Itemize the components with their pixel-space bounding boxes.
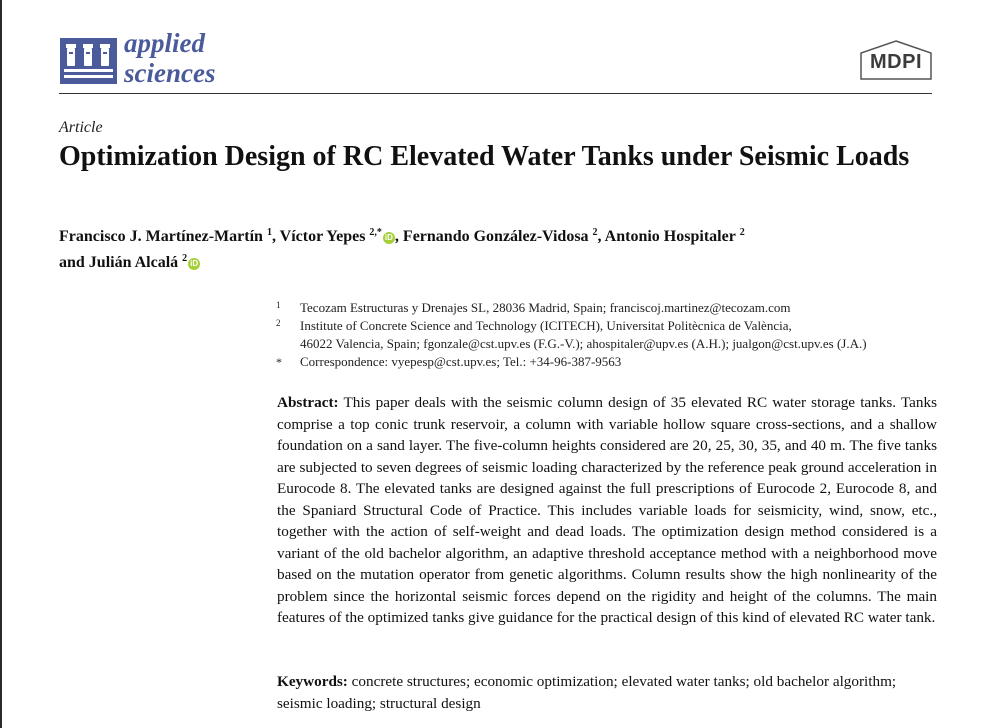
author-separator: , bbox=[597, 228, 605, 245]
keywords-label: Keywords: bbox=[277, 673, 348, 690]
journal-logo[interactable] bbox=[60, 30, 240, 90]
affiliation-item bbox=[276, 317, 936, 335]
author-name: and Julián Alcalá bbox=[59, 254, 179, 271]
author-affiliation-ref: 2 bbox=[182, 253, 188, 264]
author[interactable] bbox=[280, 228, 395, 245]
correspondence-text: Correspondence: vyepesp@cst.upv.es; Tel.: +34-96-387-9563 bbox=[300, 354, 622, 369]
author-name: Francisco J. Martínez-Martín bbox=[59, 228, 263, 245]
correspondence-item bbox=[276, 353, 936, 371]
author-affiliation-ref: 2 bbox=[592, 227, 598, 238]
author[interactable] bbox=[403, 228, 598, 245]
page-edge bbox=[0, 0, 2, 728]
author-affiliation-ref: 2 bbox=[739, 227, 745, 238]
abstract-label: Abstract: bbox=[277, 394, 339, 411]
affiliation-text: Tecozam Estructuras y Drenajes SL, 28036 Madrid, Spain; franciscoj.martinez@tecozam.com bbox=[300, 300, 791, 315]
affiliation-list bbox=[276, 299, 936, 371]
journal-name-line1: applied bbox=[124, 28, 205, 58]
article-title: Optimization Design of RC Elevated Water Tanks under Seismic Loads bbox=[59, 141, 910, 172]
author-separator: , bbox=[394, 228, 403, 245]
author-separator: , bbox=[271, 228, 280, 245]
affiliation-marker: 2 bbox=[276, 318, 281, 328]
author[interactable] bbox=[605, 228, 745, 245]
journal-emblem-icon bbox=[60, 38, 117, 84]
affiliation-text: Institute of Concrete Science and Technology (ICITECH), Universitat Politècnica de València, bbox=[300, 318, 792, 333]
author[interactable] bbox=[59, 254, 200, 271]
author-name: Fernando González-Vidosa bbox=[402, 228, 589, 245]
keywords-text: concrete structures; economic optimization; elevated water tanks; old bachelor algorithm; seismic loading; structural design bbox=[277, 673, 897, 712]
affiliation-item bbox=[276, 299, 936, 317]
publisher-logo[interactable] bbox=[859, 39, 933, 85]
abstract bbox=[277, 392, 937, 629]
header-divider bbox=[59, 93, 932, 94]
journal-name bbox=[124, 28, 215, 88]
correspondence-marker: * bbox=[276, 355, 282, 369]
author[interactable] bbox=[59, 228, 272, 245]
affiliation-text: 46022 Valencia, Spain; fgonzale@cst.upv.es (F.G.-V.); ahospitaler@upv.es (A.H.); jualgon@cst.upv.es (J.A.) bbox=[300, 336, 867, 351]
author-name: Antonio Hospitaler bbox=[604, 228, 736, 245]
abstract-text: This paper deals with the seismic column design of 35 elevated RC water storage tanks. Tanks comprise a top conic trunk reservoir, a column with variable hollow square cross-sections, and a shallow foundation on a sand layer. The five-column heights considered are 20, 25, 30, 35, and 40 m. The five tanks are subjected to seven degrees of seismic loading characterized by the reference peak ground acceleration in Eurocode 8. The elevated tanks are designed against the full prescriptions of Eurocode 2, Eurocode 8, and the Spaniard Structural Code of Practice. This includes variable loads for seismicity, wind, snow, etc., together with the action of self-weight and dead loads. The optimization design method considered is a variant of the old bachelor algorithm, an adaptive threshold acceptance method with a neighborhood move based on the mutation operator from genetic algorithms. Column results show the high nonlinearity of the problem since the horizontal seismic forces depend on the rigidity and height of the columns. The main features of the optimized tanks give guidance for the practical design of this kind of elevated RC water tank. bbox=[277, 394, 937, 626]
author-list bbox=[59, 222, 929, 274]
publisher-name: MDPI bbox=[870, 51, 922, 73]
affiliation-item bbox=[276, 335, 936, 353]
affiliation-marker: 1 bbox=[276, 300, 281, 310]
author-affiliation-ref: 2,* bbox=[369, 227, 382, 238]
orcid-icon[interactable]: iD bbox=[384, 233, 393, 242]
author-affiliation-ref: 1 bbox=[266, 227, 272, 238]
orcid-icon[interactable]: iD bbox=[190, 259, 199, 268]
journal-name-line2: sciences bbox=[124, 58, 216, 88]
article-type: Article bbox=[59, 119, 103, 136]
author-name: Víctor Yepes bbox=[279, 228, 366, 245]
keywords bbox=[277, 671, 937, 714]
